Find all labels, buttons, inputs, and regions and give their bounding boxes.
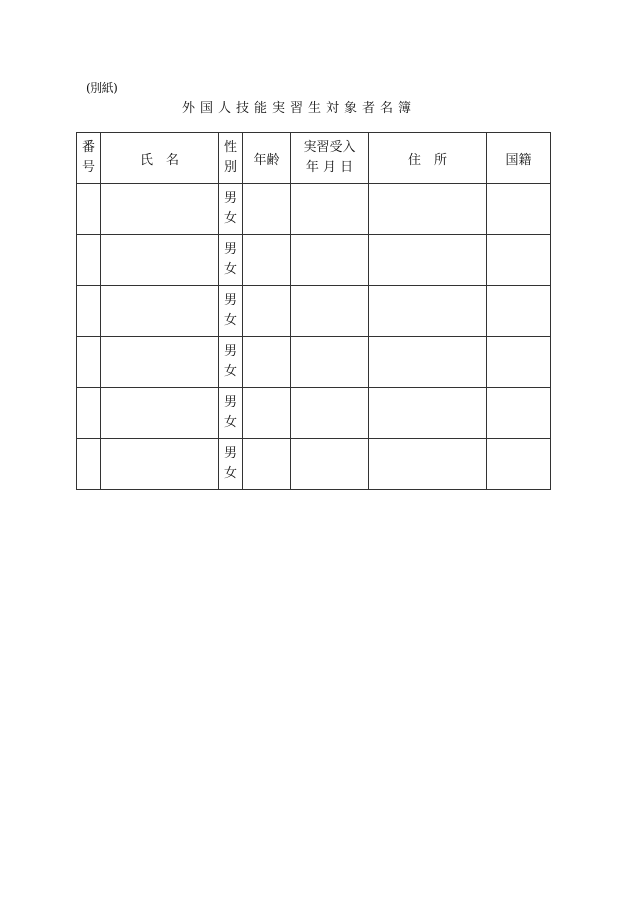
cell-nationality[interactable] bbox=[487, 337, 551, 388]
header-address bbox=[369, 133, 487, 184]
cell-nationality[interactable] bbox=[487, 184, 551, 235]
cell-nationality[interactable] bbox=[487, 235, 551, 286]
table-row bbox=[77, 184, 551, 235]
table-row bbox=[77, 337, 551, 388]
header-sex-line-1: 性 bbox=[223, 140, 237, 155]
cell-name[interactable] bbox=[101, 439, 219, 490]
table-row bbox=[77, 388, 551, 439]
sex-option-female[interactable]: 女 bbox=[223, 262, 237, 277]
header-row bbox=[77, 133, 551, 184]
cell-address[interactable] bbox=[369, 439, 487, 490]
cell-address[interactable] bbox=[369, 235, 487, 286]
cell-age[interactable] bbox=[243, 337, 291, 388]
cell-name[interactable] bbox=[101, 184, 219, 235]
table-row bbox=[77, 235, 551, 286]
cell-address[interactable] bbox=[369, 286, 487, 337]
header-address-label: 住 所 bbox=[407, 152, 447, 168]
cell-number[interactable] bbox=[77, 184, 101, 235]
header-nationality-label: 国籍 bbox=[505, 152, 532, 168]
cell-nationality[interactable] bbox=[487, 286, 551, 337]
cell-name[interactable] bbox=[101, 337, 219, 388]
header-nationality bbox=[487, 133, 551, 184]
cell-sex[interactable] bbox=[219, 337, 243, 388]
cell-age[interactable] bbox=[243, 286, 291, 337]
cell-nationality[interactable] bbox=[487, 439, 551, 490]
header-training-date-line-2: 年 月 日 bbox=[305, 160, 354, 175]
cell-number[interactable] bbox=[77, 286, 101, 337]
sex-option-female[interactable]: 女 bbox=[223, 415, 237, 430]
cell-sex[interactable] bbox=[219, 439, 243, 490]
sex-option-female[interactable]: 女 bbox=[223, 466, 237, 481]
cell-sex[interactable] bbox=[219, 388, 243, 439]
cell-age[interactable] bbox=[243, 388, 291, 439]
cell-address[interactable] bbox=[369, 184, 487, 235]
header-name bbox=[101, 133, 219, 184]
sex-option-male[interactable]: 男 bbox=[223, 293, 237, 308]
sex-option-female[interactable]: 女 bbox=[223, 364, 237, 379]
header-number-line-2: 号 bbox=[81, 160, 95, 175]
document-title: 外国人技能実習生対象者名簿 bbox=[182, 101, 417, 116]
cell-name[interactable] bbox=[101, 235, 219, 286]
sex-option-male[interactable]: 男 bbox=[223, 242, 237, 257]
cell-name[interactable] bbox=[101, 286, 219, 337]
sex-option-male[interactable]: 男 bbox=[223, 191, 237, 206]
header-age bbox=[243, 133, 291, 184]
cell-number[interactable] bbox=[77, 235, 101, 286]
sex-option-male[interactable]: 男 bbox=[223, 344, 237, 359]
header-training-date bbox=[291, 133, 369, 184]
header-number bbox=[77, 133, 101, 184]
cell-number[interactable] bbox=[77, 337, 101, 388]
table-row bbox=[77, 286, 551, 337]
header-number-line-1: 番 bbox=[81, 140, 95, 155]
cell-age[interactable] bbox=[243, 235, 291, 286]
cell-age[interactable] bbox=[243, 439, 291, 490]
sex-option-female[interactable]: 女 bbox=[223, 211, 237, 226]
cell-sex[interactable] bbox=[219, 184, 243, 235]
cell-training-date[interactable] bbox=[291, 337, 369, 388]
cell-training-date[interactable] bbox=[291, 388, 369, 439]
cell-training-date[interactable] bbox=[291, 184, 369, 235]
sex-option-male[interactable]: 男 bbox=[223, 395, 237, 410]
cell-address[interactable] bbox=[369, 337, 487, 388]
cell-address[interactable] bbox=[369, 388, 487, 439]
cell-number[interactable] bbox=[77, 439, 101, 490]
cell-nationality[interactable] bbox=[487, 388, 551, 439]
header-sex bbox=[219, 133, 243, 184]
cell-age[interactable] bbox=[243, 184, 291, 235]
cell-sex[interactable] bbox=[219, 286, 243, 337]
header-age-label: 年齢 bbox=[253, 152, 280, 168]
cell-number[interactable] bbox=[77, 388, 101, 439]
header-training-date-line-1: 実習受入 bbox=[303, 140, 356, 155]
sex-option-male[interactable]: 男 bbox=[223, 446, 237, 461]
cell-training-date[interactable] bbox=[291, 235, 369, 286]
cell-sex[interactable] bbox=[219, 235, 243, 286]
trainee-roster-table bbox=[76, 132, 551, 490]
header-name-label: 氏 名 bbox=[139, 152, 179, 168]
sex-option-female[interactable]: 女 bbox=[223, 313, 237, 328]
cell-training-date[interactable] bbox=[291, 439, 369, 490]
cell-name[interactable] bbox=[101, 388, 219, 439]
attachment-label: (別紙) bbox=[86, 81, 118, 95]
header-sex-line-2: 別 bbox=[223, 160, 237, 175]
cell-training-date[interactable] bbox=[291, 286, 369, 337]
table-row bbox=[77, 439, 551, 490]
